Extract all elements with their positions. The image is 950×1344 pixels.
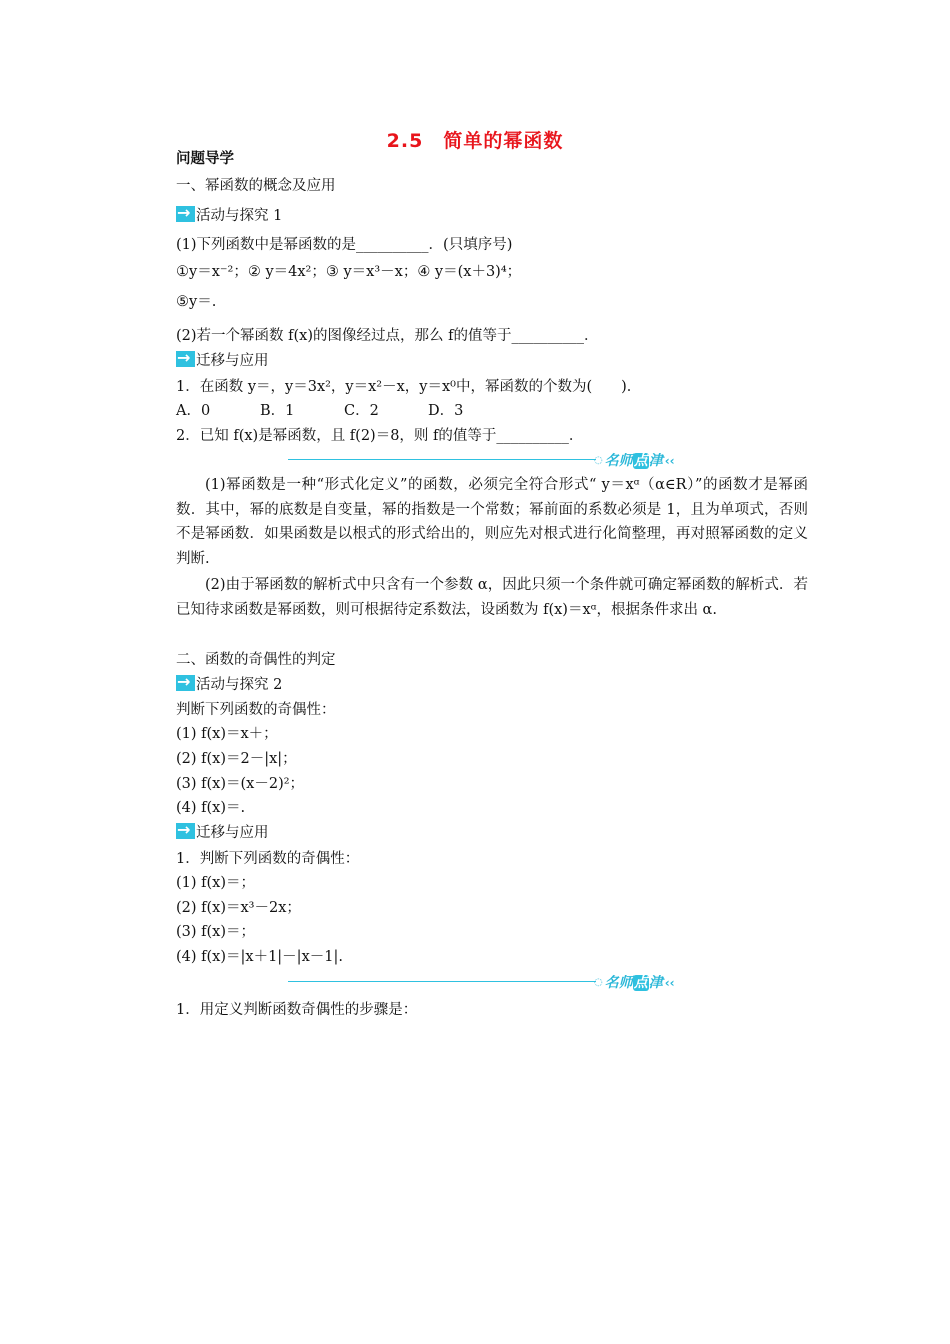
- transfer-question-1-options: [176, 401, 512, 421]
- arrow-icon: [176, 351, 195, 367]
- page-title: 2.5 简单的幂函数: [386, 130, 564, 152]
- option-c: C．2: [344, 403, 379, 419]
- divider-line: [288, 981, 596, 982]
- option-b: B．1: [260, 403, 295, 419]
- dot-icon: ◌: [594, 977, 603, 988]
- question-1-options: ①y＝x⁻²；② y＝4x²；③ y＝x³－x；④ y＝(x＋3)⁴；: [176, 264, 522, 280]
- transfer-1-label: 迁移与应用: [196, 353, 269, 369]
- tips-badge: [594, 450, 675, 468]
- double-chevron-icon: ‹‹: [664, 976, 675, 990]
- dot-icon: ◌: [594, 455, 603, 466]
- list-item: (3) f(x)＝(x－2)²；: [176, 776, 305, 792]
- transfer-1: [176, 351, 269, 371]
- list-item: (2) f(x)＝x³－2x；: [176, 900, 301, 916]
- section-heading: 问题导学: [176, 151, 234, 167]
- part1-heading: 一、幂函数的概念及应用: [176, 178, 336, 194]
- badge-suffix: 津: [648, 975, 663, 991]
- activity-2-label: 活动与探究 2: [196, 677, 283, 693]
- list-item: (3) f(x)＝；: [176, 924, 256, 940]
- badge-prefix: 名师: [604, 975, 633, 991]
- transfer-2-label: 迁移与应用: [196, 825, 269, 841]
- list-item: (1) f(x)＝；: [176, 875, 256, 891]
- list-item: (4) f(x)＝.: [176, 800, 246, 816]
- arrow-icon: [176, 206, 195, 222]
- transfer-2-intro: 1．判断下列函数的奇偶性：: [176, 851, 360, 867]
- activity-2: [176, 675, 282, 695]
- arrow-icon: [176, 675, 195, 691]
- final-line: 1．用定义判断函数奇偶性的步骤是：: [176, 1002, 418, 1018]
- note-paragraph-2: (2)由于幂函数的解析式中只含有一个参数 α，因此只须一个条件就可确定幂函数的解析式．若已知待求函数是幂函数，则可根据待定系数法，设函数为 f(x)＝xᵅ，根据条件求出 α.: [176, 577, 808, 618]
- badge-highlight: 点: [633, 453, 648, 469]
- tips-badge: [594, 972, 675, 990]
- note-paragraph-1: (1)幂函数是一种“形式化定义”的函数，必须完全符合形式“ y＝xᵅ（α∈R）”的函数才是幂函数．其中，幂的底数是自变量，幂的指数是一个常数；幂前面的系数必须是 1，且为单项式，否则不是幂函数．如果函数是以根式的形式给出的，则应先对根式进行化简整理，再对照幂函数的定义判断.: [176, 477, 808, 567]
- list-item: (1) f(x)＝x＋；: [176, 726, 278, 742]
- activity-2-intro: 判断下列函数的奇偶性：: [176, 702, 336, 718]
- list-item: (4) f(x)＝|x＋1|－|x－1|.: [176, 949, 343, 965]
- question-2: (2)若一个幂函数 f(x)的图像经过点，那么 f的值等于__________．: [176, 328, 599, 344]
- activity-1-label: 活动与探究 1: [196, 208, 283, 224]
- option-d: D．3: [428, 403, 464, 419]
- badge-suffix: 津: [648, 453, 663, 469]
- question-1-option-5: ⑤y＝.: [176, 294, 217, 310]
- transfer-question-2: 2．已知 f(x)是幂函数，且 f(2)＝8，则 f的值等于__________．: [176, 428, 584, 444]
- list-item: (2) f(x)＝2－|x|；: [176, 751, 297, 767]
- transfer-2: [176, 823, 269, 843]
- divider-line: [288, 459, 596, 460]
- transfer-question-1: 1．在函数 y＝，y＝3x²，y＝x²－x，y＝x⁰中，幂函数的个数为( )．: [176, 379, 642, 395]
- badge-prefix: 名师: [604, 453, 633, 469]
- question-1: (1)下列函数中是幂函数的是__________．(只填序号): [176, 237, 513, 253]
- badge-highlight: 点: [633, 975, 648, 991]
- part2-heading: 二、函数的奇偶性的判定: [176, 652, 336, 668]
- double-chevron-icon: ‹‹: [664, 454, 675, 468]
- activity-1: [176, 206, 282, 226]
- arrow-icon: [176, 823, 195, 839]
- option-a: A．0: [176, 403, 211, 419]
